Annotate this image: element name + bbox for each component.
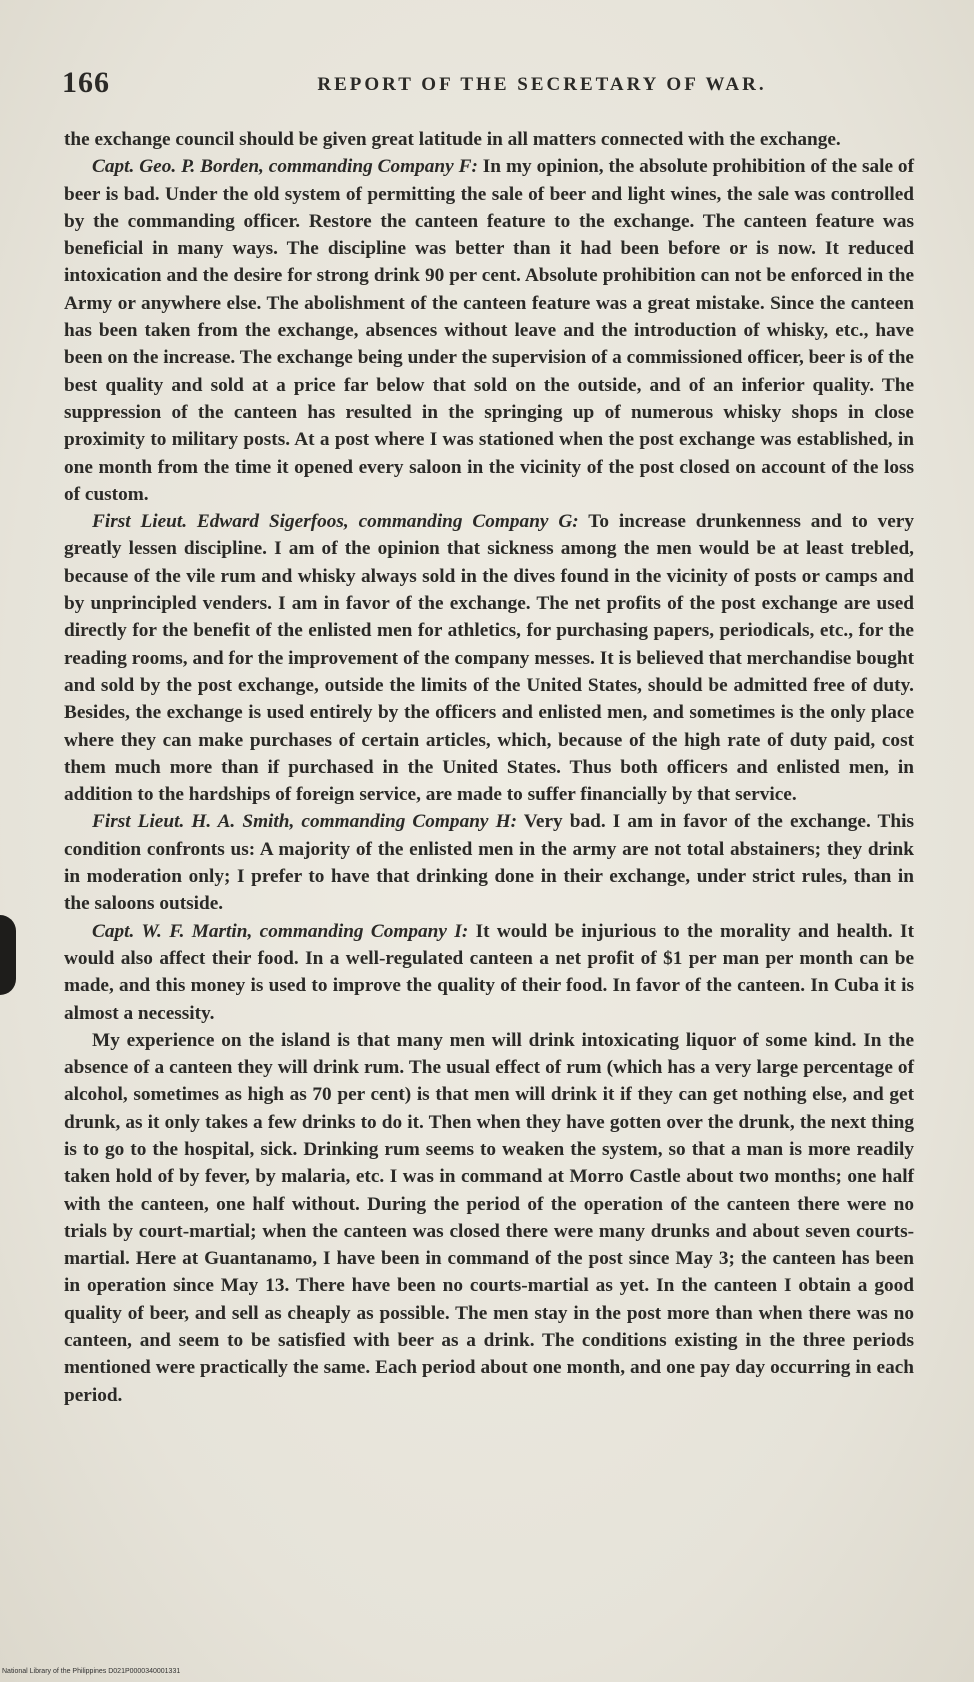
- paragraph-text: It would be injurious to the morality and health. It would also affect their food. In a well-regulated canteen a net profit of $1 per man per month can be made, and this money is used to improve the quality of their food. In favor of the canteen. In Cuba it is almost a necessity.: [64, 920, 914, 1024]
- paragraph-text: Very bad. I am in favor of the exchange. This condition confronts us: A majority of the enlisted men in the army are not total abstainers; they drink in moderation only; I prefer to have that drinking done in their exchange, under strict rules, than in the saloons outside.: [64, 811, 915, 915]
- paragraph-text: In my opinion, the absolute prohibition of the sale of beer is bad. Under the old system of permitting the sale of beer and light wines, the sale was controlled by the commanding officer. Restore the canteen feature to the exchange. The canteen feature was beneficial in many ways. The discipline was better than it had been before or is now. It reduced intoxication and the desire for strong drink 90 per cent. Absolute prohibition can not be enforced in the Army or anywhere else. The abolishment of the canteen feature was a great mistake. Since the canteen has been taken from the exchange, absences without leave and the introduction of whisky, etc., have been on the increase. The exchange being under the supervision of a commissioned officer, beer is of the best quality and sold at a price far below that sold on the outside, and of an inferior quality. The suppression of the canteen has resulted in the springing up of numerous whisky shops in close proximity to military posts. At a post where I was stationed when the post exchange was established, in one month from the time it opened every saloon in the vicinity of the post closed on account of the loss of custom.: [64, 156, 914, 505]
- paragraph: [64, 126, 914, 153]
- speaker-label: First Lieut. Edward Sigerfoos, commanding Company G:: [92, 511, 579, 533]
- paragraph-text: To increase drunkenness and to very greatly lessen discipline. I am of the opinion that sickness among the men would be at least trebled, because of the vile rum and whisky always sold in the dives found in the vicinity of posts or camps and by unprincipled venders. I am in favor of the exchange. The net profits of the post exchange are used directly for the benefit of the enlisted men for athletics, for purchasing papers, periodicals, etc., for the reading rooms, and for the improvement of the company messes. It is believed that merchandise bought and sold by the post exchange, outside the limits of the United States, should be admitted free of duty. Besides, the exchange is used entirely by the officers and enlisted men, and sometimes is the only place where they can make purchases of certain articles, which, because of the high rate of duty paid, cost them much more than if purchased in the United States. Thus both officers and enlisted men, in addition to the hardships of foreign service, are made to suffer financially by that service.: [64, 511, 914, 806]
- paragraph-text: My experience on the island is that many men will drink intoxicating liquor of some kind. In the absence of a canteen they will drink rum. The usual effect of rum (which has a very large percentage of alcohol, sometimes as high as 70 per cent) is that men will drink it if they can get nothing else, and get drunk, as it only takes a few drinks to do it. Then when they have gotten over the drunk, the next thing is to go to the hospital, sick. Drinking rum seems to weaken the system, so that a man is more readily taken hold of by fever, by malaria, etc. I was in command at Morro Castle about two months; one half with the canteen, one half without. During the period of the operation of the canteen there were no trials by court-martial; when the canteen was closed there were many drunks and about seven courts-martial. Here at Guantanamo, I have been in command of the post since May 3; the canteen has been in operation since May 13. There have been no courts-martial as yet. In the canteen I obtain a good quality of beer, and sell as cheaply as possible. The men stay in the post more than when there was no canteen, and seem to be satisfied with beer as a drink. The conditions existing in the three periods mentioned were practically the same. Each period about one month, and one pay day occurring in each period.: [64, 1029, 914, 1406]
- paragraph: [64, 918, 914, 1027]
- body-text: [64, 126, 914, 1409]
- paragraph: [64, 1027, 914, 1409]
- speaker-label: Capt. Geo. P. Borden, commanding Company F:: [92, 156, 478, 178]
- paragraph: [64, 508, 914, 808]
- scan-credit: National Library of the Philippines D021P0000340001331: [2, 1668, 181, 1675]
- binding-shadow: [0, 915, 16, 995]
- page-header: [62, 66, 922, 106]
- paragraph: [64, 153, 914, 508]
- page-number: 166: [62, 66, 110, 99]
- speaker-label: Capt. W. F. Martin, commanding Company I:: [92, 920, 469, 942]
- paragraph-text: the exchange council should be given great latitude in all matters connected with the exchange.: [64, 129, 841, 150]
- running-head: REPORT OF THE SECRETARY OF WAR.: [317, 74, 767, 95]
- paragraph: [64, 808, 914, 917]
- speaker-label: First Lieut. H. A. Smith, commanding Company H:: [92, 811, 518, 833]
